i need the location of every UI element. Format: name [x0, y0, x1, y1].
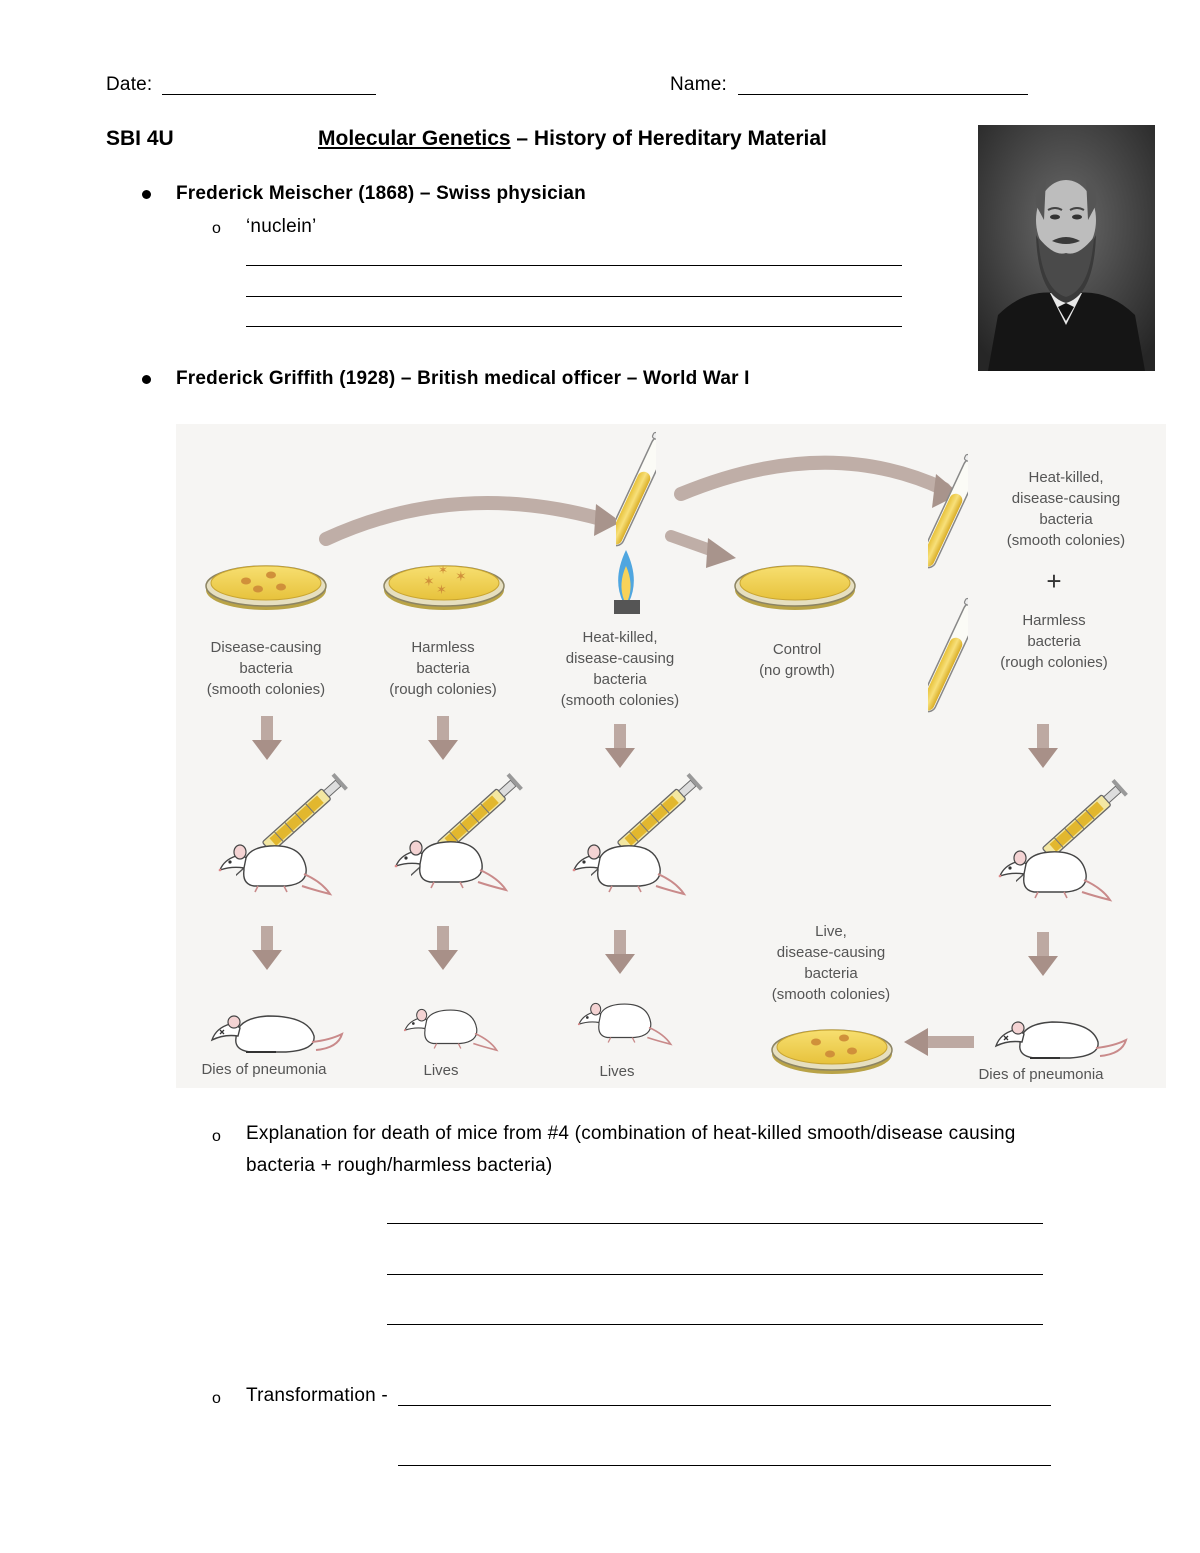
meischer-heading: Frederick Meischer (1868) – Swiss physician — [176, 183, 586, 204]
sub-bullet: o — [212, 1128, 221, 1145]
svg-text:bacteria — [593, 671, 647, 688]
date-label: Date: — [106, 74, 153, 95]
name-field-line[interactable] — [738, 94, 1028, 95]
svg-text:Disease-causing — [211, 639, 322, 656]
fig-label: Heat-killed, — [582, 629, 658, 646]
fig-label: bacteria — [416, 660, 470, 677]
svg-text:Lives — [599, 1063, 634, 1080]
portrait-photo — [978, 125, 1155, 371]
svg-text:Harmless — [411, 639, 474, 656]
fig-label: (smooth colonies) — [771, 986, 891, 1003]
svg-text:(smooth colonies) — [772, 986, 890, 1003]
svg-text:bacteria — [1027, 633, 1081, 650]
svg-text:bacteria — [804, 965, 858, 982]
svg-text:Lives — [423, 1062, 458, 1079]
fig-label: Harmless — [1022, 612, 1086, 629]
answer-line[interactable] — [246, 326, 902, 327]
answer-line[interactable] — [387, 1324, 1043, 1325]
sub-bullet: o — [212, 220, 221, 237]
svg-text:Dies of pneumonia — [201, 1061, 327, 1078]
petri-dish-control — [735, 566, 855, 610]
svg-text:(smooth colonies) — [207, 681, 325, 698]
svg-text:bacteria — [1039, 511, 1093, 528]
fig-label: bacteria — [239, 660, 293, 677]
outcome-label: Lives — [599, 1063, 635, 1080]
svg-text:bacteria — [416, 660, 470, 677]
fig-label: (smooth colonies) — [1006, 532, 1126, 549]
svg-text:(rough colonies) — [389, 681, 497, 698]
outcome-label: Dies of pneumonia — [201, 1061, 327, 1078]
fig-label: Live, — [815, 923, 847, 940]
fig-label: disease-causing — [776, 944, 886, 961]
svg-text:disease-causing — [1012, 490, 1120, 507]
fig-label: Control — [772, 641, 822, 658]
fig-label: (rough colonies) — [389, 681, 497, 698]
answer-line[interactable] — [246, 296, 902, 297]
svg-text:✶: ✶ — [455, 568, 467, 584]
svg-text:Harmless — [1022, 612, 1085, 629]
date-field-line[interactable] — [162, 94, 376, 95]
name-label: Name: — [670, 74, 727, 95]
svg-text:✶: ✶ — [423, 573, 435, 589]
answer-line[interactable] — [398, 1405, 1051, 1406]
svg-text:Heat-killed, — [582, 629, 657, 646]
unit-title: Molecular Genetics — [318, 127, 511, 150]
svg-text:✶: ✶ — [438, 563, 449, 577]
fig-label: disease-causing — [565, 650, 675, 667]
fig-label: (rough colonies) — [1000, 654, 1108, 671]
griffith-heading: Frederick Griffith (1928) – British medical officer – World War I — [176, 368, 750, 389]
answer-line[interactable] — [387, 1274, 1043, 1275]
svg-text:(smooth colonies) — [561, 692, 679, 709]
fig-label: (no growth) — [759, 662, 835, 679]
svg-text:+ — [1046, 566, 1061, 596]
fig-label: Harmless — [411, 639, 475, 656]
sub-bullet: o — [212, 1390, 221, 1407]
answer-line[interactable] — [387, 1223, 1043, 1224]
answer-line[interactable] — [398, 1465, 1051, 1466]
svg-text:Live, — [815, 923, 847, 940]
title-rest: – History of Hereditary Material — [510, 127, 827, 150]
svg-text:✶: ✶ — [436, 582, 447, 597]
svg-text:(no growth) — [759, 662, 835, 679]
svg-text:bacteria — [239, 660, 293, 677]
fig-label: Disease-causing — [210, 639, 322, 656]
svg-text:disease-causing — [566, 650, 674, 667]
transformation-label: Transformation - — [246, 1385, 388, 1406]
svg-text:Control — [773, 641, 821, 658]
fig-label: Heat-killed, — [1028, 469, 1104, 486]
outcome-label: Lives — [423, 1062, 459, 1079]
fig-label: (smooth colonies) — [206, 681, 326, 698]
fig-label: bacteria — [804, 965, 858, 982]
svg-text:Dies of pneumonia — [978, 1066, 1104, 1083]
petri-dish-smooth — [206, 566, 326, 610]
explanation-prompt-line2: bacteria + rough/harmless bacteria) — [246, 1155, 553, 1176]
fig-label: bacteria — [593, 671, 647, 688]
nuclein-label: ‘nuclein’ — [246, 216, 317, 237]
bullet-dot — [142, 375, 151, 384]
svg-text:(rough colonies) — [1000, 654, 1108, 671]
svg-text:disease-causing — [777, 944, 885, 961]
plus-sign: + — [1046, 566, 1062, 596]
svg-text:Heat-killed, — [1028, 469, 1103, 486]
fig-label: (smooth colonies) — [560, 692, 680, 709]
answer-line[interactable] — [246, 265, 902, 266]
explanation-prompt-line1: Explanation for death of mice from #4 (combination of heat-killed smooth/disease causing — [246, 1123, 1016, 1144]
petri-dish-live-bacteria — [772, 1030, 892, 1074]
fig-label: bacteria — [1027, 633, 1081, 650]
page-title — [318, 127, 827, 151]
bullet-dot — [142, 190, 151, 199]
griffith-experiment-figure — [176, 424, 1166, 1088]
svg-text:(smooth colonies) — [1007, 532, 1125, 549]
fig-label: bacteria — [1039, 511, 1093, 528]
outcome-label: Dies of pneumonia — [978, 1066, 1104, 1083]
fig-label: disease-causing — [1011, 490, 1121, 507]
course-code: SBI 4U — [106, 127, 174, 150]
